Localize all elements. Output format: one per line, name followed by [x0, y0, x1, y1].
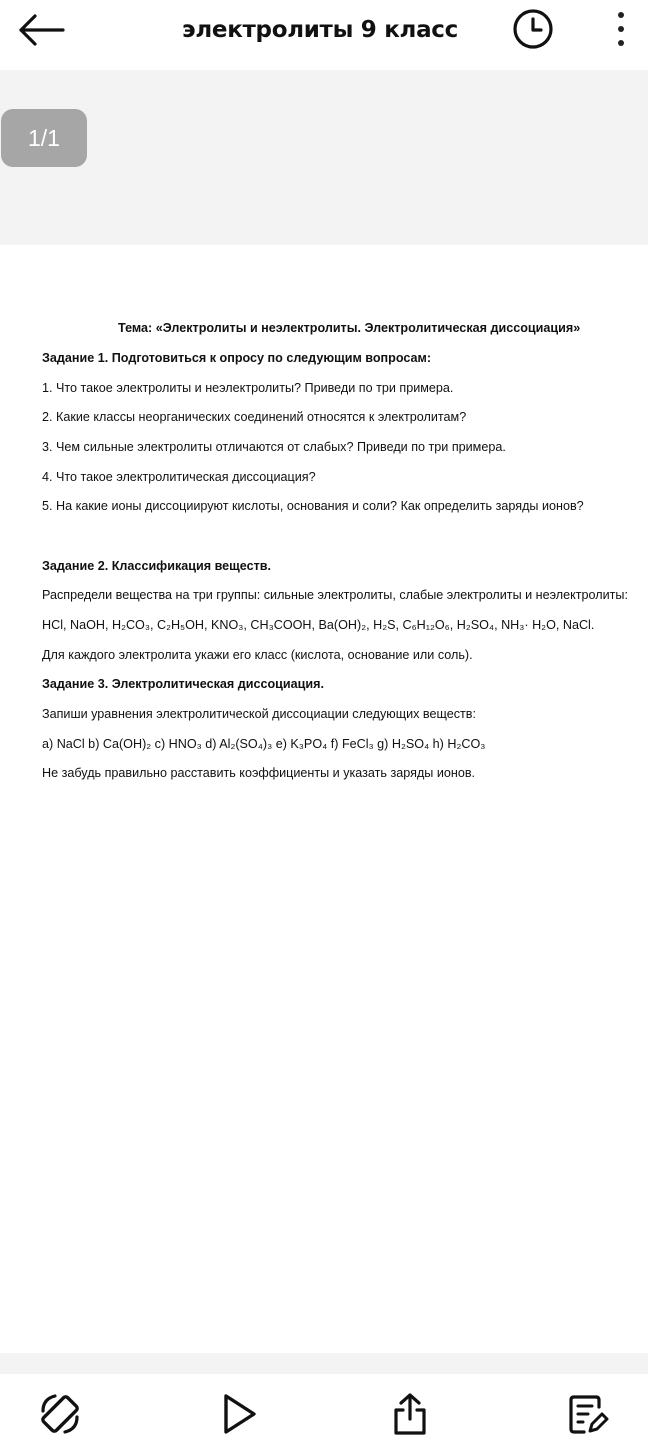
document-title: электролиты 9 класс	[182, 17, 458, 43]
task1-question: 4. Что такое электролитическая диссоциация?	[42, 470, 316, 484]
edit-button[interactable]	[562, 1388, 614, 1440]
task2-substances: HCl, NaOH, H₂CO₃, C₂H₅OH, KNO₃, CH₃COOH, Ba(OH)₂, H₂S, C₆H₁₂O₆, H₂SO₄, NH₃· H₂O, NaCl.	[42, 618, 595, 632]
top-bar	[0, 0, 648, 70]
rotate-screen-icon	[37, 1391, 83, 1437]
rotate-button[interactable]	[34, 1388, 86, 1440]
task3-substances: a) NaCl b) Ca(OH)₂ c) HNO₃ d) Al₂(SO₄)₃ e) K₃PO₄ f) FeCl₃ g) H₂SO₄ h) H₂CO₃	[42, 737, 486, 751]
play-button[interactable]	[212, 1388, 264, 1440]
clock-icon	[512, 8, 554, 50]
document-page[interactable]	[0, 245, 648, 1353]
task3-title: Задание 3. Электролитическая диссоциация.	[42, 677, 324, 691]
viewer-background	[0, 70, 648, 245]
task2-instruction: Распредели вещества на три группы: сильные электролиты, слабые электролиты и неэлектролиты:	[42, 588, 628, 602]
task3-note: Не забудь правильно расставить коэффициенты и указать заряды ионов.	[42, 766, 476, 780]
history-button[interactable]	[510, 6, 556, 52]
play-icon	[216, 1391, 260, 1437]
share-button[interactable]	[384, 1388, 436, 1440]
task2-title: Задание 2. Классификация веществ.	[42, 559, 272, 573]
task1-question: 1. Что такое электролиты и неэлектролиты? Приведи по три примера.	[42, 381, 454, 395]
share-icon	[390, 1391, 430, 1437]
arrow-left-icon	[17, 13, 65, 47]
more-options-button[interactable]	[604, 6, 638, 52]
edit-note-icon	[566, 1391, 610, 1437]
bottom-toolbar	[0, 1374, 648, 1440]
toolbar-separator	[0, 1353, 648, 1374]
task1-title: Задание 1. Подготовиться к опросу по следующим вопросам:	[42, 351, 432, 365]
page-indicator: 1/1	[1, 109, 87, 167]
task1-question: 2. Какие классы неорганических соединений относятся к электролитам?	[42, 410, 467, 424]
task1-question: 5. На какие ионы диссоциируют кислоты, основания и соли? Как определить заряды ионов?	[42, 499, 584, 513]
topic-heading: Тема: «Электролиты и неэлектролиты. Электролитическая диссоциация»	[118, 321, 581, 335]
task1-question: 3. Чем сильные электролиты отличаются от слабых? Приведи по три примера.	[42, 440, 506, 454]
task3-instruction: Запиши уравнения электролитической диссоциации следующих веществ:	[42, 707, 476, 721]
more-vertical-icon	[616, 10, 626, 48]
task2-note: Для каждого электролита укажи его класс (кислота, основание или соль).	[42, 648, 473, 662]
back-button[interactable]	[14, 8, 68, 52]
